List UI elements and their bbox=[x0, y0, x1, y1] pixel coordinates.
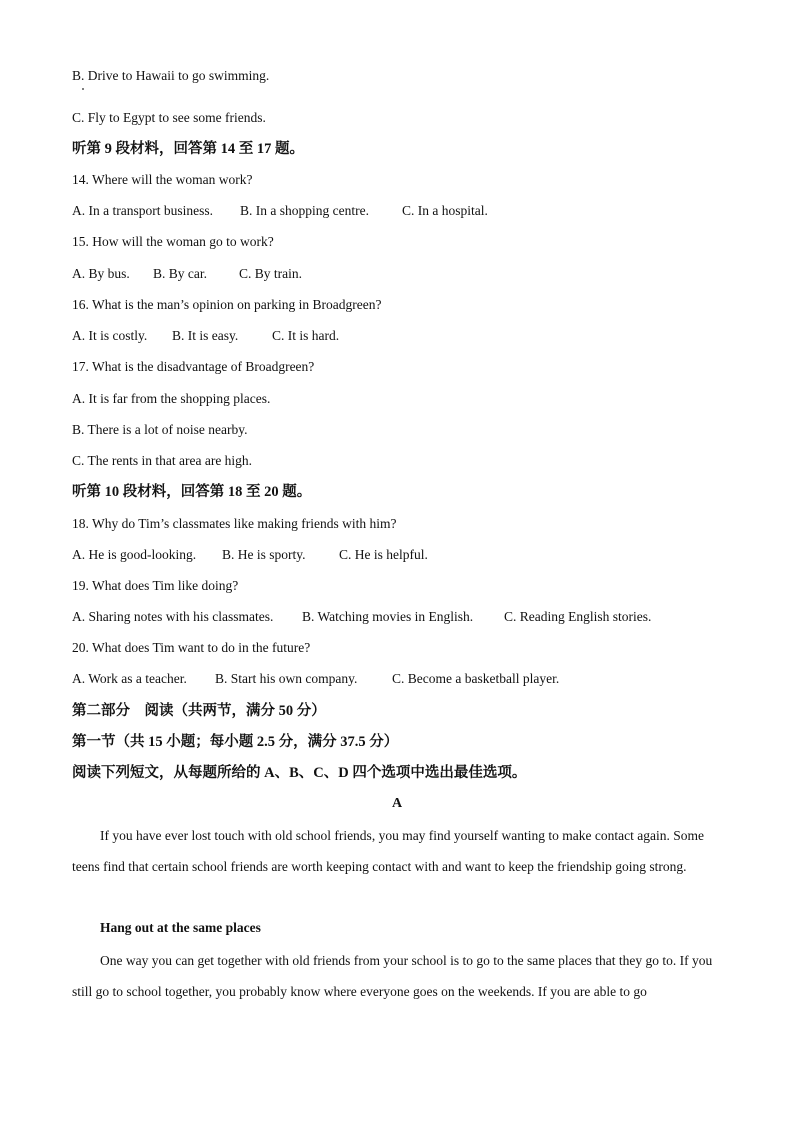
question-14: 14. Where will the woman work? bbox=[72, 172, 253, 187]
question-14-options bbox=[72, 202, 488, 220]
question-19: 19. What does Tim like doing? bbox=[72, 578, 239, 593]
option: B. Watching movies in English. bbox=[302, 609, 474, 624]
option: C. In a hospital. bbox=[402, 203, 488, 218]
option: B. He is sporty. bbox=[222, 547, 306, 562]
question-15: 15. How will the woman go to work? bbox=[72, 234, 274, 249]
option: A. In a transport business. bbox=[72, 203, 213, 218]
question-17-option-b: B. There is a lot of noise nearby. bbox=[72, 422, 248, 437]
option: C. Reading English stories. bbox=[504, 609, 652, 624]
option-b-previous: B. Drive to Hawaii to go swimming. bbox=[72, 68, 270, 83]
option: A. Sharing notes with his classmates. bbox=[72, 609, 274, 624]
option: C. He is helpful. bbox=[339, 547, 428, 562]
option: B. By car. bbox=[153, 266, 207, 281]
question-20: 20. What does Tim want to do in the future? bbox=[72, 640, 311, 655]
question-16: 16. What is the man’s opinion on parking in Broadgreen? bbox=[72, 297, 382, 312]
option: B. It is easy. bbox=[172, 328, 239, 343]
question-17-option-a: A. It is far from the shopping places. bbox=[72, 391, 271, 406]
option: A. By bus. bbox=[72, 266, 130, 281]
paragraph-1: If you have ever lost touch with old school friends, you may find yourself wanting to make contact again. Some teens find that certain school friends are worth keeping contact with and want to keep the friendship going strong. bbox=[72, 828, 704, 874]
option: C. It is hard. bbox=[272, 328, 340, 343]
section-1-heading: 第一节（共 15 小题；每小题 2.5 分，满分 37.5 分） bbox=[72, 734, 399, 750]
question-17: 17. What is the disadvantage of Broadgreen? bbox=[72, 359, 315, 374]
question-16-options bbox=[72, 327, 339, 345]
option: A. He is good-looking. bbox=[72, 547, 197, 562]
part-2-heading: 第二部分 阅读（共两节，满分 50 分） bbox=[72, 703, 326, 719]
question-19-options bbox=[72, 608, 651, 626]
question-20-options bbox=[72, 670, 559, 688]
question-15-options bbox=[72, 265, 302, 283]
option-c-previous: C. Fly to Egypt to see some friends. bbox=[72, 110, 266, 125]
option: B. In a shopping centre. bbox=[240, 203, 369, 218]
question-18: 18. Why do Tim’s classmates like making friends with him? bbox=[72, 516, 397, 531]
section-10-heading: 听第 10 段材料，回答第 18 至 20 题。 bbox=[72, 484, 312, 500]
option: C. By train. bbox=[239, 266, 302, 281]
paragraph-2: One way you can get together with old friends from your school is to go to the same places that they go to. If you still go to school together, you probably know where everyone goes on the weekends. If you are able to go bbox=[72, 953, 713, 999]
option: B. Start his own company. bbox=[215, 671, 358, 686]
question-17-option-c: C. The rents in that area are high. bbox=[72, 453, 253, 468]
reading-instructions: 阅读下列短文，从每题所给的 A、B、C、D 四个选项中选出最佳选项。 bbox=[72, 765, 527, 781]
option: A. It is costly. bbox=[72, 328, 148, 343]
subheading: Hang out at the same places bbox=[100, 920, 261, 935]
passage-label: A bbox=[391, 796, 403, 811]
stray-dot bbox=[82, 88, 84, 90]
section-9-heading: 听第 9 段材料，回答第 14 至 17 题。 bbox=[72, 141, 304, 157]
question-18-options bbox=[72, 546, 428, 564]
option: C. Become a basketball player. bbox=[392, 671, 560, 686]
option: A. Work as a teacher. bbox=[72, 671, 187, 686]
